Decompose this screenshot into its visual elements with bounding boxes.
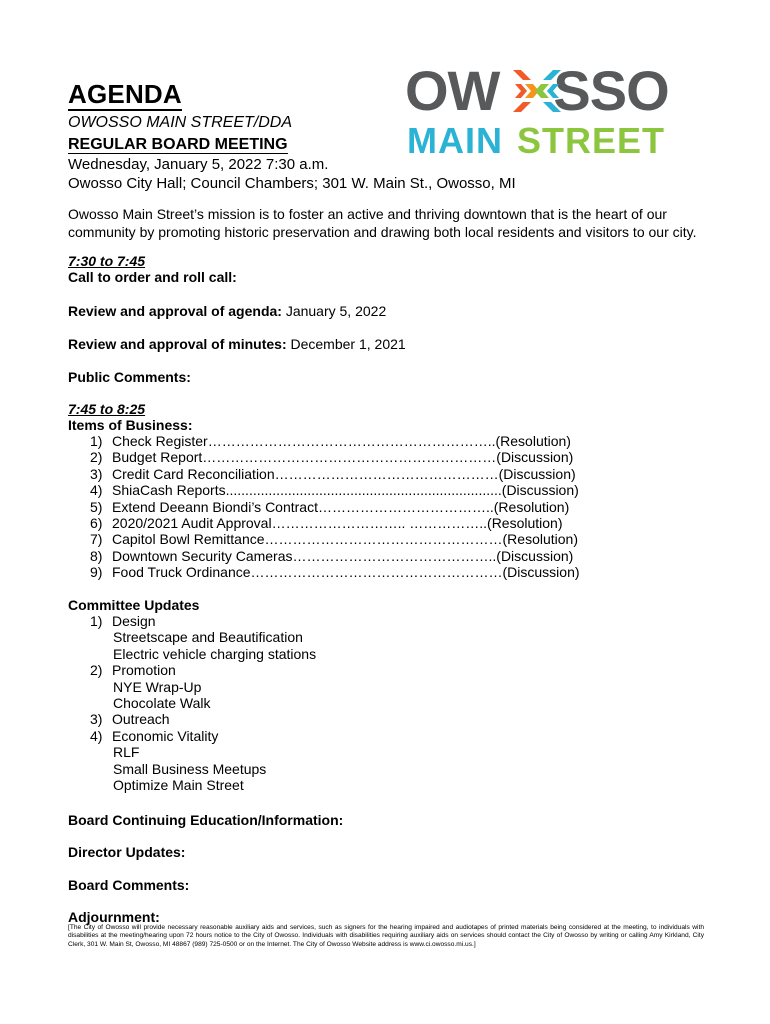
- meeting-type: REGULAR BOARD MEETING: [68, 136, 288, 153]
- section-1-time: 7:30 to 7:45: [68, 253, 146, 269]
- organization-name: OWOSSO MAIN STREET/DDA: [68, 114, 293, 131]
- business-items-list: [90, 433, 580, 581]
- committee-subitem: Optimize Main Street: [113, 777, 244, 794]
- list-item: 4) ShiaCash Reports.......................................................................(Discussion): [90, 482, 579, 499]
- agenda-approval-label: Review and approval of agenda:: [68, 303, 282, 319]
- list-item: 1) Check Register……………………………………………………..(Resolution): [90, 433, 571, 449]
- committee-updates-heading: Committee Updates: [68, 597, 200, 613]
- meeting-date: Wednesday, January 5, 2022 7:30 a.m.: [68, 156, 329, 173]
- logo-chevron-icon: [511, 66, 563, 116]
- list-item: 8) Downtown Security Cameras……………………………………..(Discussion): [90, 547, 574, 564]
- committee-item-promotion: 2) Promotion: [90, 662, 176, 679]
- agenda-approval-date: January 5, 2022: [281, 303, 387, 319]
- list-item: 9) Food Truck Ordinance………………………………………………(Discussion): [90, 564, 580, 581]
- committee-item-economic-vitality: 4) Economic Vitality: [90, 727, 219, 744]
- list-item: 3) Credit Card Reconciliation…………………………………………(Discussion): [90, 465, 576, 482]
- committee-item-outreach: 3) Outreach: [90, 711, 170, 728]
- logo-bottom-line: [407, 122, 665, 160]
- committee-item-design: 1) Design: [90, 613, 156, 629]
- board-education: Board Continuing Education/Information:: [68, 812, 344, 828]
- minutes-approval: [68, 336, 406, 353]
- items-of-business-heading: Items of Business:: [68, 417, 193, 433]
- list-item: 2) Budget Report………………………………………………………(Discussion): [90, 449, 574, 466]
- committee-list: [90, 613, 316, 793]
- mission-statement: Owosso Main Street’s mission is to foster an active and thriving downtown that is the heart of our community by promoting historic preservation and drawing both local residents and visitors to our city.: [68, 206, 697, 240]
- accessibility-footnote: [The City of Owosso will provide necessary reasonable auxiliary aids and services, such as signers for the hearing impaired and audiotapes of printed materials being considered at the meeting, to individuals with disabilities at the meeting/hearing upon 72 hours notice to the City of Owosso. Individuals with disabilities requiring auxiliary aids on services should contact the City of Owosso by writing or calling Amy Kirkland, City Clerk, 301 W. Main St, Owosso, MI 48867 (989) 725-0500 or on the Internet. The City of Owosso Website address is www.ci.owosso.mi.us.]: [68, 924, 704, 948]
- committee-subitem: Streetscape and Beautification: [113, 629, 303, 646]
- logo-sso: SSO: [553, 59, 669, 122]
- public-comments: Public Comments:: [68, 369, 191, 385]
- page-title: AGENDA: [68, 79, 182, 109]
- list-item: 5) Extend Deeann Biondi’s Contract………………………………..(Resolution): [90, 498, 570, 515]
- adjournment: Adjournment:: [68, 909, 160, 925]
- minutes-approval-date: December 1, 2021: [286, 336, 406, 352]
- call-to-order: Call to order and roll call:: [68, 269, 237, 285]
- list-item: 6) 2020/2021 Audit Approval……………………….. ……………..(Resolution): [90, 515, 563, 532]
- board-comments: Board Comments:: [68, 877, 190, 893]
- committee-subitem: Small Business Meetups: [113, 760, 267, 777]
- logo-main: MAIN: [407, 120, 503, 161]
- minutes-approval-label: Review and approval of minutes:: [68, 336, 287, 352]
- committee-subitem: Electric vehicle charging stations: [113, 645, 317, 662]
- section-2-time: 7:45 to 8:25: [68, 401, 146, 417]
- committee-subitem: Chocolate Walk: [113, 695, 211, 712]
- committee-subitem: NYE Wrap-Up: [113, 678, 202, 695]
- committee-subitem: RLF: [113, 744, 140, 761]
- meeting-location: Owosso City Hall; Council Chambers; 301 W. Main St., Owosso, MI: [68, 175, 516, 192]
- logo-ow: OW: [405, 59, 500, 122]
- director-updates: Director Updates:: [68, 844, 186, 860]
- logo-street: STREET: [517, 120, 666, 161]
- list-item: 7) Capitol Bowl Remittance……………………………………………(Resolution): [90, 531, 578, 548]
- owosso-main-street-logo: [405, 59, 695, 162]
- agenda-approval: [68, 303, 386, 320]
